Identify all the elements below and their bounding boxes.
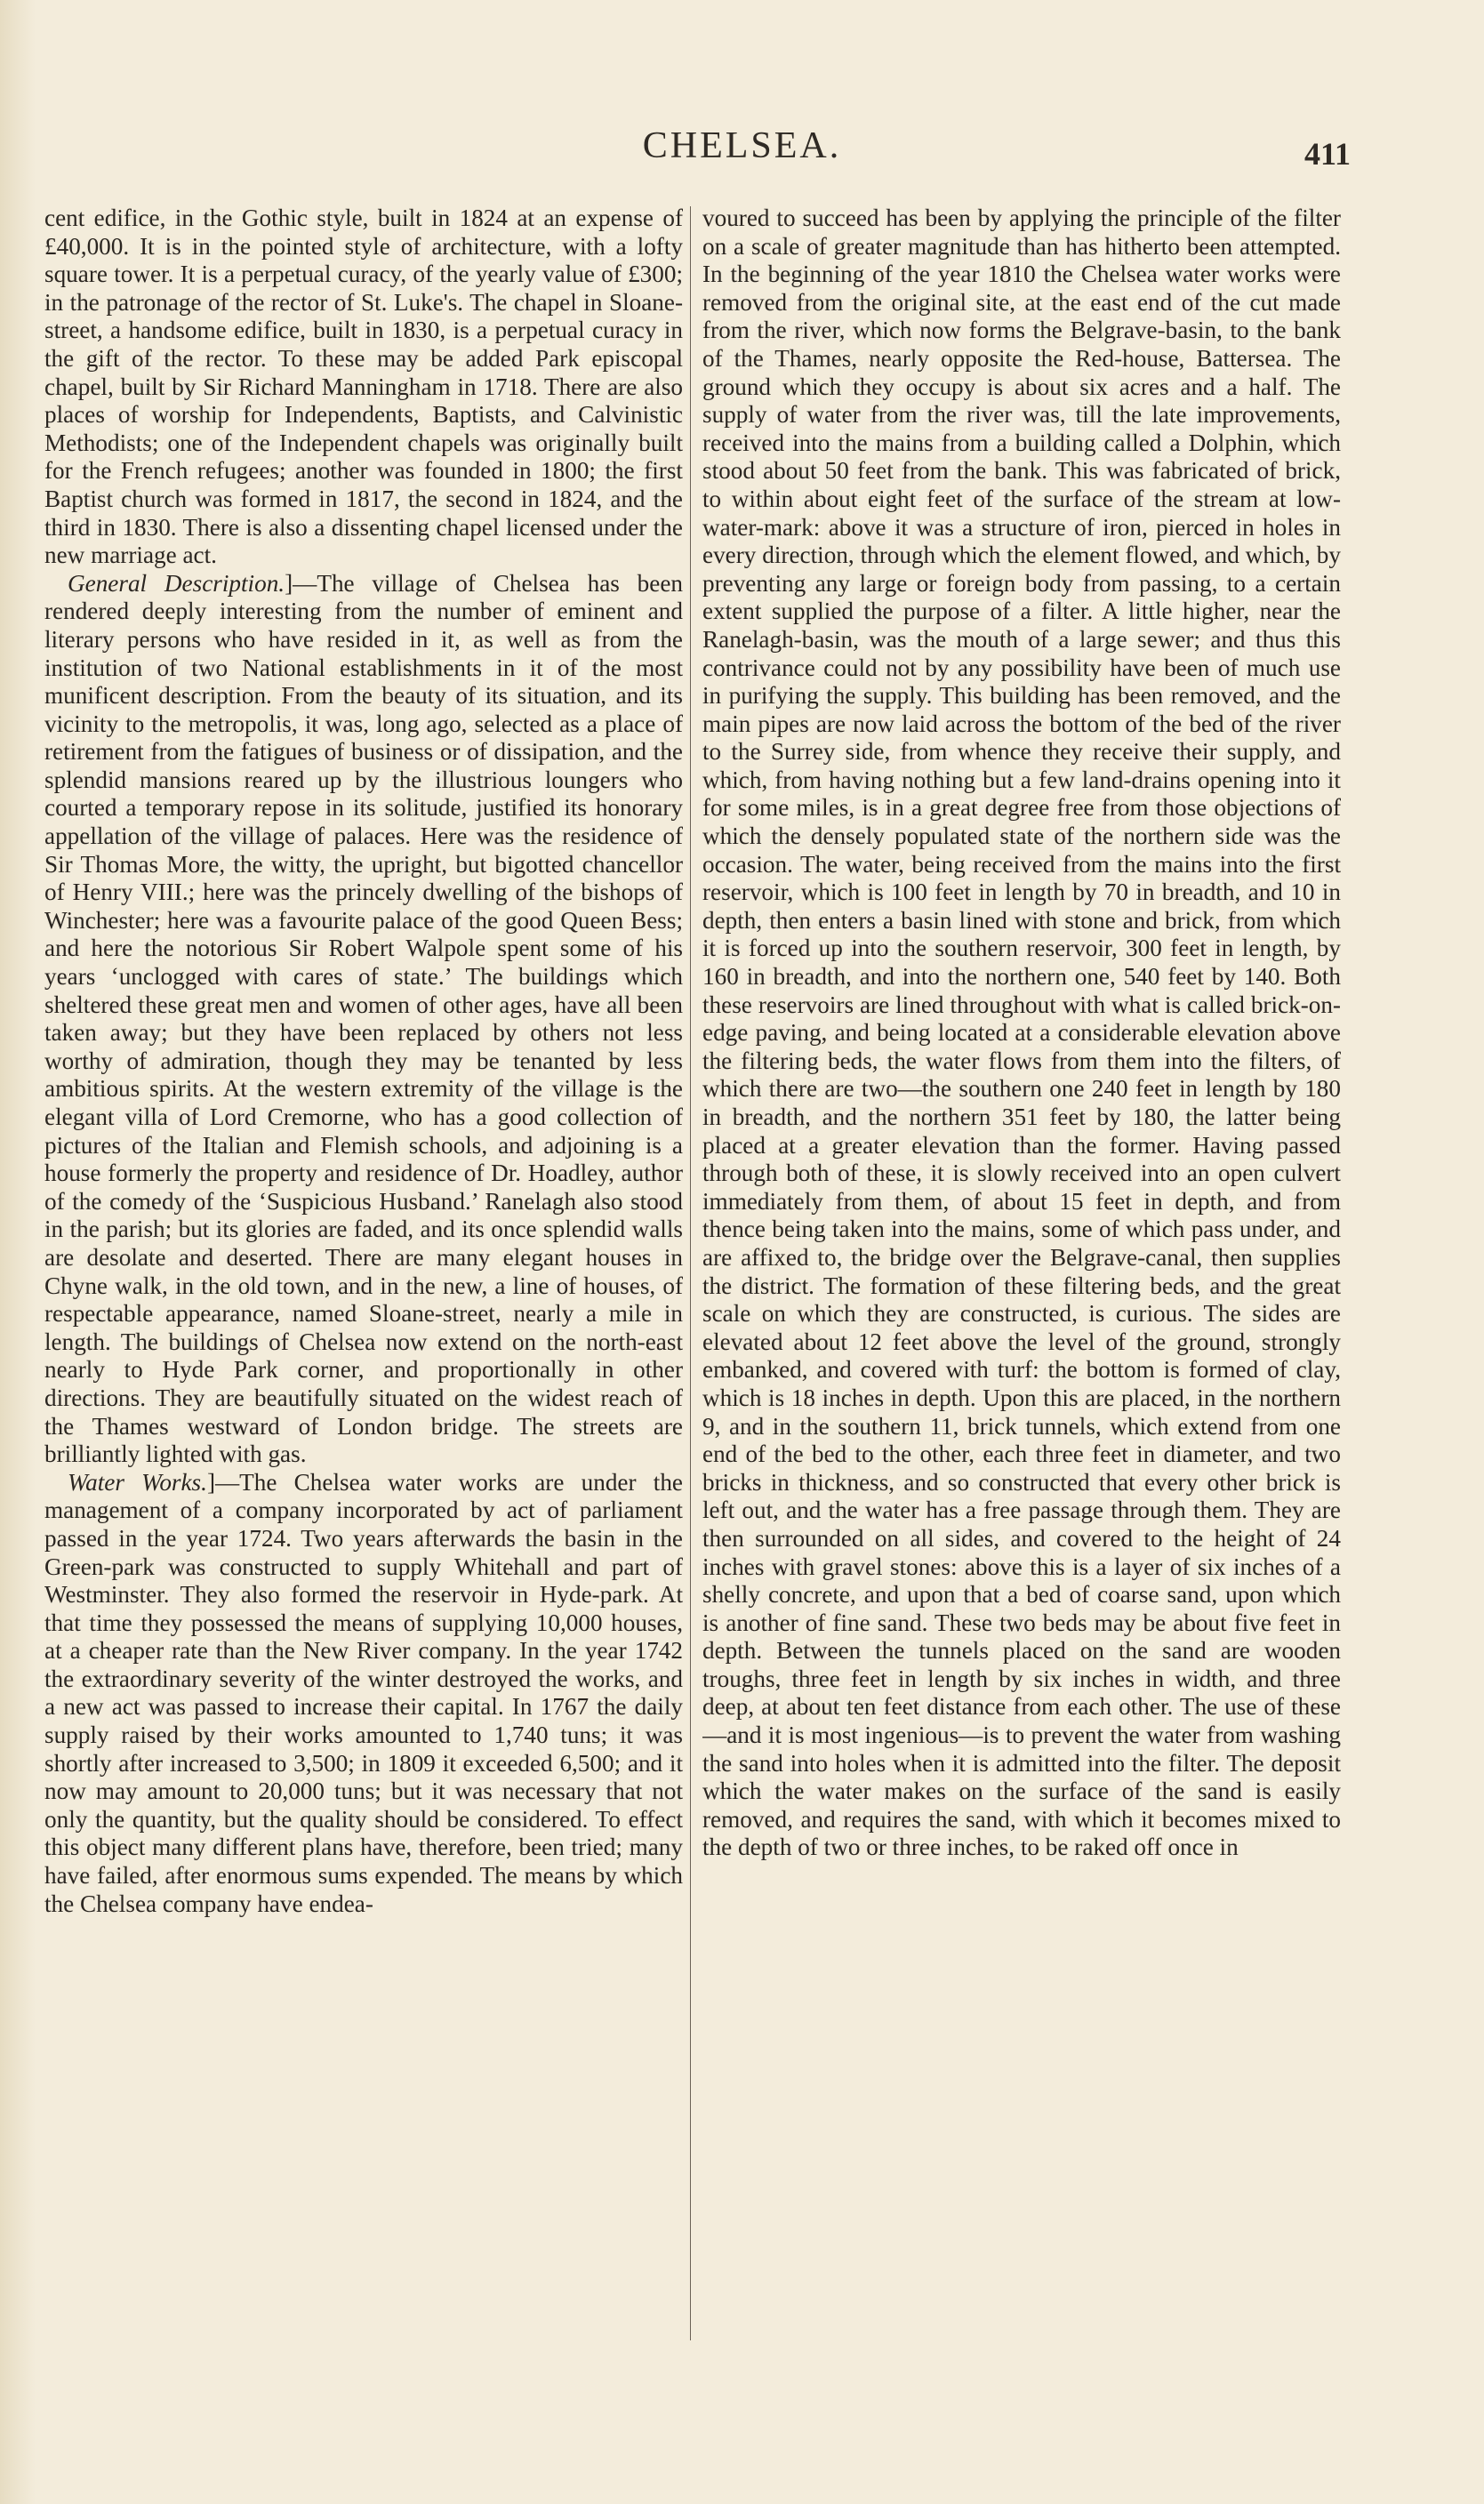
left-paragraph-1: cent edifice, in the Gothic style, built in 1824 at an expense of £40,000. It is in the pointed style of architecture, with a lofty square tower. It is a perpetual curacy, of the yearly value of £300; in the patronage of the rector of St. Luke's. The chapel in Sloane-street, a handsome edifice, built in 1830, is a perpetual curacy in the gift of the rector. To these may be added Park episcopal chapel, built by Sir Richard Manningham in 1718. There are also places of worship for Independents, Baptists, and Calvinistic Methodists; one of the Independent chapels was originally built for the French refugees; another was founded in 1800; the first Baptist church was formed in 1817, the second in 1824, and the third in 1830. There is also a dissenting chapel licensed under the new marriage act. — [44, 205, 683, 569]
section-heading-water-works: Water Works. — [68, 1468, 207, 1496]
water-works-text: ]—The Chelsea water works are under the management of a company incorporated by act of parliament passed in the year 1724. Two years afterwards the basin in the Green-park was constructed to supply Whitehall and part of Westminster. They also formed the reservoir in Hyde-park. At that time they possessed the means of supplying 10,000 houses, at a cheaper rate than the New River company. In the year 1742 the extraordinary severity of the winter destroyed the works, and a new act was passed to increase their capital. In 1767 the daily supply raised by their works amounted to 1,740 tuns; it was shortly after increased to 3,500; in 1809 it exceeded 6,500; and it now may amount to 20,000 tuns; but it was necessary that not only the quantity, but the quality should be considered. To effect this object many different plans have, therefore, been tried; many have failed, after enormous sums expended. The means by which the Chelsea company have endea- — [44, 1468, 683, 1917]
left-paragraph-water-works — [44, 1469, 683, 1919]
page-header — [0, 124, 1484, 187]
section-heading-general-description: General Description. — [68, 569, 285, 597]
left-paragraph-general-description — [44, 570, 683, 1469]
general-description-text: ]—The village of Chelsea has been rendered deeply interesting from the number of eminent and literary persons who have resided in it, as well as from the institution of two National establishments in it of the most munificent description. From the beauty of its situation, and its vicinity to the metropolis, it was, long ago, selected as a place of retirement from the fatigues of business or of dissipation, and the splendid mansions reared up by the illustrious loungers who courted a temporary repose in its solitude, justified its honorary appellation of the village of palaces. Here was the residence of Sir Thomas More, the witty, the upright, but bigotted chancellor of Henry VIII.; here was the princely dwelling of the bishops of Winchester; here was a favourite palace of the good Queen Bess; and here the notorious Sir Robert Walpole spent some of his years ‘unclogged with cares of state.’ The buildings which sheltered these great men and women of other ages, have all been taken away; but they have been replaced by others not less worthy of admiration, though they may be tenanted by less ambitious spirits. At the western extremity of the village is the elegant villa of Lord Cremorne, who has a good collection of pictures of the Italian and Flemish schools, and adjoining is a house formerly the property and residence of Dr. Hoadley, author of the comedy of the ‘Suspicious Husband.’ Ranelagh also stood in the parish; but its glories are faded, and its once splendid walls are desolate and deserted. There are many elegant houses in Chyne walk, in the old town, and in the new, a line of houses, of respectable appearance, named Sloane-street, nearly a mile in length. The buildings of Chelsea now extend on the north-east nearly to Hyde Park corner, and proportionally in other directions. They are beautifully situated on the widest reach of the Thames westward of London bridge. The streets are brilliantly lighted with gas. — [44, 569, 683, 1468]
right-column — [702, 205, 1341, 2365]
page-edge-shadow — [0, 0, 36, 2504]
column-divider — [690, 206, 691, 2340]
left-column — [44, 205, 683, 2365]
page-number: 411 — [1304, 136, 1351, 172]
right-paragraph-1: voured to succeed has been by applying the principle of the filter on a scale of greater magnitude than has hitherto been attempted. In the beginning of the year 1810 the Chelsea water works were removed from the original site, at the east end of the cut made from the river, which now forms the Belgrave-basin, to the bank of the Thames, nearly opposite the Red-house, Battersea. The ground which they occupy is about six acres and a half. The supply of water from the river was, till the late improvements, received into the mains from a building called a Dolphin, which stood about 50 feet from the bank. This was fabricated of brick, to within about eight feet of the surface of the stream at low-water-mark: above it was a structure of iron, pierced in holes in every direction, through which the element flowed, and which, by preventing any large or foreign body from passing, to a certain extent supplied the purpose of a filter. A little higher, near the Ranelagh-basin, was the mouth of a large sewer; and thus this contrivance could not by any possibility have been of much use in purifying the supply. This building has been removed, and the main pipes are now laid across the bottom of the bed of the river to the Surrey side, from whence they receive their supply, and which, from having nothing but a few land-drains opening into it for some miles, is in a great degree free from those objections of which the densely populated state of the northern side was the occasion. The water, being received from the mains into the first reservoir, which is 100 feet in length by 70 in breadth, and 10 in depth, then enters a basin lined with stone and brick, from which it is forced up into the southern reservoir, 300 feet in length, by 160 in breadth, and into the northern one, 540 feet by 140. Both these reservoirs are lined throughout with what is called brick-on-edge paving, and being located at a considerable elevation above the filtering beds, the water flows from them into the filters, of which there are two—the southern one 240 feet in length by 180 in breadth, and the northern 351 feet by 180, the latter being placed at a greater elevation than the former. Having passed through both of these, it is slowly received into an open culvert immediately from them, of about 15 feet in depth, and from thence being taken into the mains, some of which pass under, and are affixed to, the bridge over the Belgrave-canal, then supplies the district. The formation of these filtering beds, and the great scale on which they are constructed, is curious. The sides are elevated about 12 feet above the level of the ground, strongly embanked, and covered with turf: the bottom is formed of clay, which is 18 inches in depth. Upon this are placed, in the northern 9, and in the southern 11, brick tunnels, which extend from one end of the bed to the other, each three feet in diameter, and two bricks in thickness, and so constructed that every other brick is left out, and the water has a free passage through them. They are then surrounded on all sides, and covered to the height of 24 inches with gravel stones: above this is a layer of six inches of a shelly concrete, and upon that a bed of coarse sand, upon which is another of fine sand. These two beds may be about five feet in depth. Between the tunnels placed on the sand are wooden troughs, three feet in length by six inches in width, and three deep, at about ten feet distance from each other. The use of these—and it is most ingenious—is to prevent the water from washing the sand into holes when it is admitted into the filter. The deposit which the water makes on the surface of the sand is easily removed, and requires the sand, with which it becomes mixed to the depth of two or three inches, to be raked off once in — [702, 205, 1341, 1861]
running-title: CHELSEA. — [642, 125, 842, 166]
